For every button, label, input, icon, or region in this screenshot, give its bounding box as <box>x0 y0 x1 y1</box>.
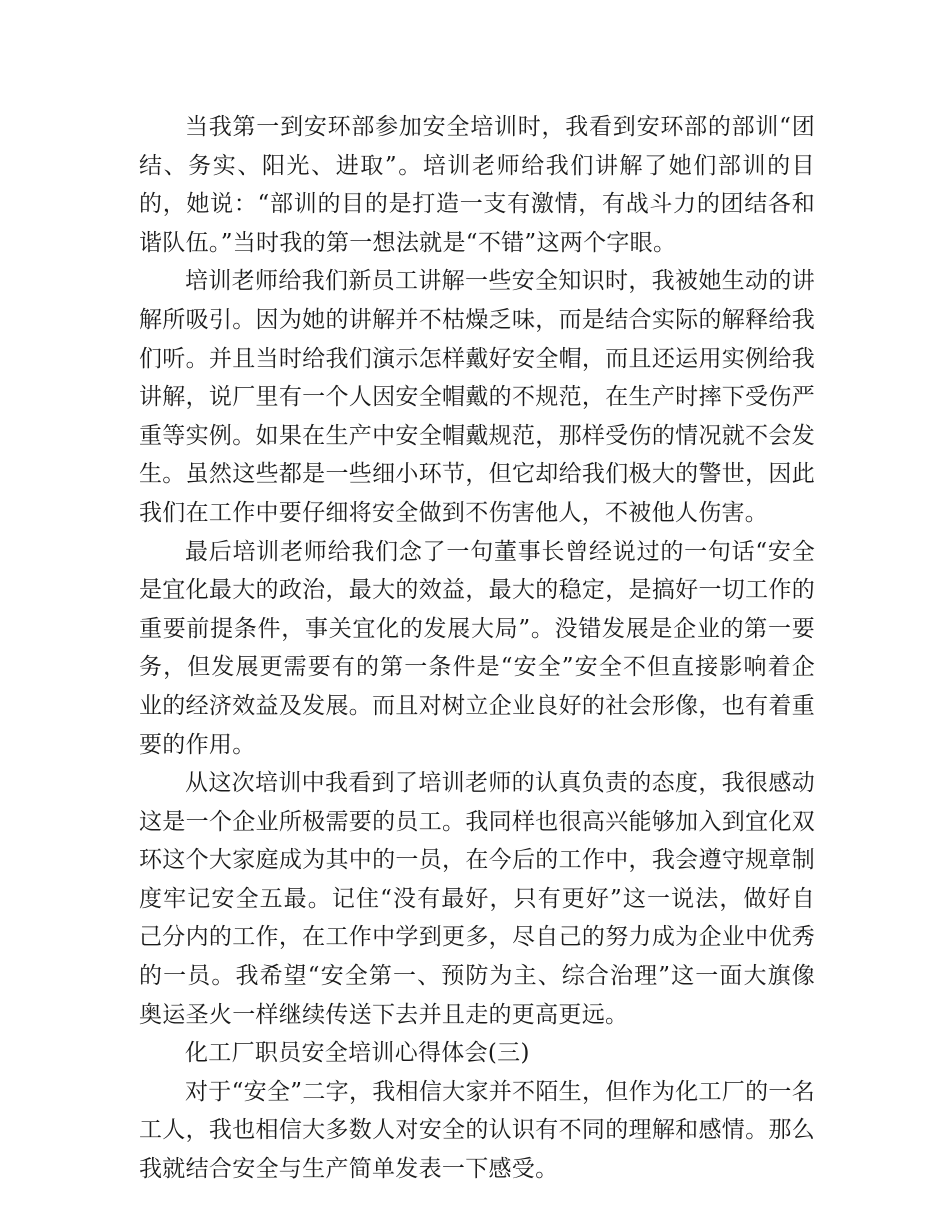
paragraph: 当我第一到安环部参加安全培训时，我看到安环部的部训“团结、务实、阳光、进取”。培训老师给我们讲解了她们部训的目的，她说：“部训的目的是打造一支有激情，有战斗力的团结各和谐队伍。”当时我的第一想法就是“不错”这两个字眼。 <box>139 114 815 256</box>
paragraph: 对于“安全”二字，我相信大家并不陌生，但作为化工厂的一名工人，我也相信大多数人对安全的认识有不同的理解和感情。那么我就结合安全与生产简单发表一下感受。 <box>139 1078 815 1183</box>
document-body <box>139 108 815 1189</box>
paragraph: 从这次培训中我看到了培训老师的认真负责的态度，我很感动这是一个企业所极需要的员工。我同样也很高兴能够加入到宜化双环这个大家庭成为其中的一员，在今后的工作中，我会遵守规章制度牢记安全五最。记住“没有最好，只有更好”这一说法，做好自己分内的工作，在工作中学到更多，尽自己的努力成为企业中优秀的一员。我希望“安全第一、预防为主、综合治理”这一面大旗像奥运圣火一样继续传送下去并且走的更高更远。 <box>139 770 815 1028</box>
paragraph: 培训老师给我们新员工讲解一些安全知识时，我被她生动的讲解所吸引。因为她的讲解并不枯燥乏味，而是结合实际的解释给我们听。并且当时给我们演示怎样戴好安全帽，而且还运用实例给我讲解，说厂里有一个人因安全帽戴的不规范，在生产时摔下受伤严重等实例。如果在生产中安全帽戴规范，那样受伤的情况就不会发生。虽然这些都是一些细小环节，但它却给我们极大的警世，因此我们在工作中要仔细将安全做到不伤害他人，不被他人伤害。 <box>139 268 815 526</box>
paragraph: 最后培训老师给我们念了一句董事长曾经说过的一句话“安全是宜化最大的政治，最大的效益，最大的稳定，是搞好一切工作的重要前提条件，事关宜化的发展大局”。没错发展是企业的第一要务，但发展更需要有的第一条件是“安全”安全不但直接影响着企业的经济效益及发展。而且对树立企业良好的社会形像，也有着重要的作用。 <box>139 538 815 758</box>
section-heading: 化工厂职员安全培训心得体会(三) <box>185 1040 530 1067</box>
